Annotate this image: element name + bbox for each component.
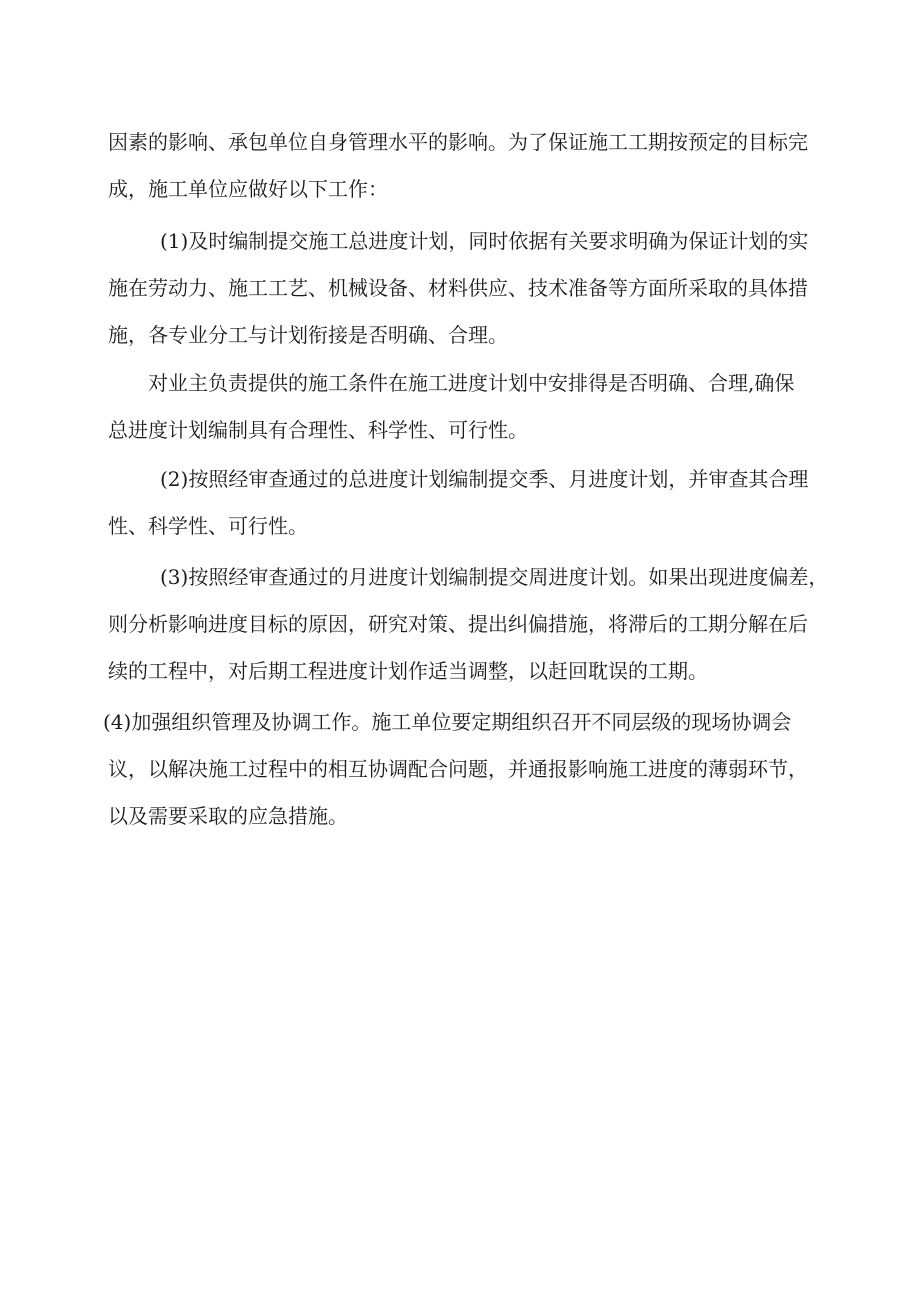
text-line: (2)按照经审查通过的总进度计划编制提交季、月进度计划，并审查其合理 [160, 467, 809, 491]
text-line: 因素的影响、承包单位自身管理水平的影响。为了保证施工工期按预定的目标完 [108, 130, 808, 154]
text-line: 以及需要采取的应急措施。 [108, 804, 348, 828]
text-line: 对业主负责提供的施工条件在施工进度计划中安排得是否明确、合理,确保 [148, 371, 795, 395]
text-line: 总进度计划编制具有合理性、科学性、可行性。 [108, 418, 528, 442]
text-line: (3)按照经审查通过的月进度计划编制提交周进度计划。如果出现进度偏差， [160, 565, 829, 589]
text-line: 则分析影响进度目标的原因，研究对策、提出纠偏措施，将滞后的工期分解在后 [108, 612, 808, 636]
text-line: 性、科学性、可行性。 [108, 514, 308, 538]
text-line: (1)及时编制提交施工总进度计划，同时依据有关要求明确为保证计划的实 [160, 229, 809, 253]
text-line: 施，各专业分工与计划衔接是否明确、合理。 [108, 323, 508, 347]
text-line: 议，以解决施工过程中的相互协调配合问题，并通报影响施工进度的薄弱环节， [108, 757, 808, 781]
text-line: 施在劳动力、施工工艺、机械设备、材料供应、技术准备等方面所采取的具体措 [108, 276, 808, 300]
text-line: 续的工程中，对后期工程进度计划作适当调整，以赶回耽误的工期。 [108, 659, 708, 683]
text-line: 成，施工单位应做好以下工作： [108, 177, 388, 201]
text-line: (4)加强组织管理及协调工作。施工单位要定期组织召开不同层级的现场协调会 [103, 710, 792, 734]
